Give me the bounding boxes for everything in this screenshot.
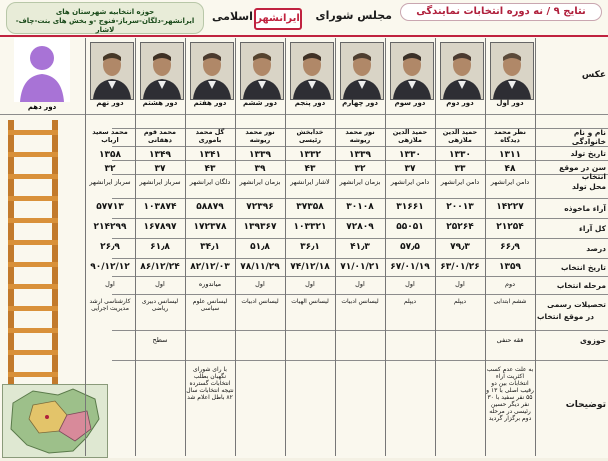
candidate-photo — [440, 42, 484, 100]
candidate-notes — [86, 366, 134, 436]
grid-line — [112, 146, 608, 147]
candidate-notes — [436, 366, 484, 436]
candidate-age: ۳۷ — [404, 164, 416, 174]
candidate-photo — [90, 42, 134, 100]
candidate-name: محمد قوم دهقانی — [143, 128, 177, 144]
row-label-age: سن در موقع انتخاب — [559, 163, 606, 181]
candidate-total: ۱۶۷۸۹۷ — [143, 222, 177, 232]
candidate-stage: اول — [305, 280, 315, 288]
candidate-seminary — [286, 336, 334, 352]
grid-line — [112, 174, 608, 175]
candidate-age: ۳۲ — [104, 164, 116, 174]
candidate-birth: ۱۳۱۱ — [499, 150, 521, 160]
candidate-seminary — [186, 336, 234, 352]
candidate-date: ۷۸/۱۱/۲۹ — [240, 262, 280, 272]
candidate-seminary — [336, 336, 384, 352]
candidate-photo — [240, 42, 284, 100]
candidate-notes: با رای شورای نگهبان بطلب انتخابات گسترده نتیجه انتخابات سال ۸۲ باطل اعلام شد — [186, 366, 234, 401]
candidate-edu: لیسانس علوم سیاسی — [192, 298, 228, 312]
constituency-line-1: حوزه انتخابیه شهرستان های — [55, 8, 155, 16]
candidate-stage: اول — [155, 280, 165, 288]
row-label-stage: مرحله انتخاب — [556, 281, 606, 290]
candidate-votes: ۱۰۳۸۷۴ — [143, 202, 177, 212]
candidate-birthplace: لاشار ایرانشهر — [290, 178, 330, 186]
candidate-edu: لیسانس دبیری ریاضی — [141, 298, 179, 312]
candidate-notes — [336, 366, 384, 436]
candidate-birth: ۱۳۳۹ — [349, 150, 371, 160]
majles-text: مجلس شورای — [315, 9, 392, 22]
period-label: دور هشتم — [142, 99, 178, 107]
candidate-birth: ۱۳۴۱ — [199, 150, 221, 160]
candidate-birthplace: دامن ایرانشهر — [440, 178, 480, 186]
candidate-notes — [236, 366, 284, 436]
grid-line — [112, 258, 608, 259]
candidate-name: نور محمد ریوشه — [345, 128, 375, 144]
candidate-birth: ۱۳۳۲ — [299, 150, 321, 160]
candidate-seminary — [86, 336, 134, 352]
candidate-votes: ۲۰۰۱۳ — [446, 202, 474, 212]
candidate-name: نور محمد ریوشه — [245, 128, 275, 144]
row-label-photo: عکس — [581, 70, 606, 80]
candidate-notes: به علت عدم کسب اکثریت آراء انتخابات بین دو رقیب اصلی با ۱۳ و ۵۵ نفر سفید با ۳۰ نفر دیگر حسین رئیسی در مرحله دوم برگزار گردید — [486, 366, 534, 422]
candidate-age: ۳۷ — [154, 164, 166, 174]
candidate-votes: ۵۷۷۱۳ — [96, 202, 124, 212]
candidate-birth: ۱۳۳۹ — [249, 150, 271, 160]
header — [0, 0, 608, 36]
candidate-date: ۶۷/۰۱/۱۹ — [390, 262, 430, 272]
candidate-edu: کارشناسی ارشد مدیریت اجرایی — [89, 298, 131, 312]
candidate-votes: ۳۱۶۶۱ — [396, 202, 424, 212]
candidate-total: ۵۵۰۵۱ — [396, 222, 424, 232]
row-label-birth: تاریخ تولد — [570, 149, 606, 158]
constituency-box — [6, 2, 204, 34]
grid-line — [112, 276, 608, 277]
candidate-percent: ۲۶٫۹ — [100, 242, 120, 252]
candidate-edu: دیپلم — [453, 298, 467, 305]
constituency-line-2: ایرانشهر-دلگان-سرباز-فنوج -و بخش های بنت-چاف-لاشار — [15, 17, 195, 34]
candidate-stage: اول — [105, 280, 115, 288]
candidate-total: ۱۳۹۳۶۷ — [243, 222, 277, 232]
header-divider — [0, 35, 608, 37]
period-label: دور ششم — [243, 99, 277, 107]
candidate-age: ۴۸ — [504, 164, 516, 174]
grid-line — [112, 330, 608, 331]
candidate-birthplace: بزمان ایرانشهر — [239, 178, 281, 186]
candidate-votes: ۳۷۳۵۸ — [296, 202, 324, 212]
empty-candidate-silhouette — [14, 38, 70, 102]
candidate-notes — [386, 366, 434, 436]
candidate-birthplace: بزمان ایرانشهر — [339, 178, 381, 186]
candidate-notes — [136, 366, 184, 436]
candidate-percent: ۶۶٫۹ — [500, 242, 520, 252]
candidate-age: ۳۲ — [354, 164, 366, 174]
candidate-date: ۸۲/۱۲/۰۳ — [190, 262, 230, 272]
candidate-notes — [286, 366, 334, 436]
candidate-seminary: فقه حنفی — [496, 336, 524, 344]
candidate-date: ۶۳/۰۱/۲۶ — [440, 262, 480, 272]
period-label: دور پنجم — [294, 99, 326, 107]
candidate-percent: ۵۱٫۸ — [250, 242, 270, 252]
candidate-name: حمید الدین ملازهی — [392, 128, 428, 144]
row-label-percent: درصد — [586, 244, 606, 253]
grid-line — [112, 198, 608, 199]
candidate-name: خدابخش رئیسی — [296, 128, 324, 144]
candidate-name: نظر محمد دیدگاه — [494, 128, 526, 144]
period-label: دور اول — [496, 99, 524, 107]
row-label-birthplace: محل تولد — [571, 182, 606, 191]
candidate-age: ۴۳ — [204, 164, 216, 174]
candidate-date: ۷۴/۱۲/۱۸ — [290, 262, 330, 272]
period-label: دور هفتم — [193, 99, 227, 107]
row-label-votes: آراء ماخوذه — [564, 204, 606, 213]
candidate-photo — [340, 42, 384, 100]
candidate-birth: ۱۳۵۸ — [99, 150, 121, 160]
candidate-photo — [140, 42, 184, 100]
candidate-photo — [390, 42, 434, 100]
candidate-percent: ۴۱٫۳ — [350, 242, 370, 252]
period-label: دور نهم — [96, 99, 124, 107]
candidate-birth: ۱۳۳۰ — [399, 150, 421, 160]
candidate-photo — [190, 42, 234, 100]
candidate-birth: ۱۳۴۹ — [149, 150, 171, 160]
candidate-age: ۳۳ — [454, 164, 466, 174]
candidate-birthplace: دامن ایرانشهر — [390, 178, 430, 186]
row-label-edu-seminary: حوزوی — [580, 336, 606, 345]
row-label-edu-time: در موقع انتخاب — [537, 312, 594, 321]
candidate-birthplace: سرباز ایرانشهر — [89, 178, 131, 186]
candidate-name: گل محمد باموری — [195, 128, 225, 144]
grid-line — [0, 114, 608, 115]
candidate-edu: لیسانس ادبیات — [341, 298, 379, 305]
row-label-notes: توضیحات — [565, 400, 606, 410]
candidate-birthplace: دلگان ایرانشهر — [189, 178, 231, 186]
candidate-votes: ۱۴۲۲۷ — [496, 202, 524, 212]
candidate-photo — [490, 42, 534, 100]
candidate-edu: لیسانس الهیات — [291, 298, 329, 305]
period-label: دور دوم — [446, 99, 474, 107]
candidate-percent: ۷۹٫۳ — [450, 242, 470, 252]
grid-line — [112, 160, 608, 161]
candidate-votes: ۵۸۸۷۹ — [196, 202, 224, 212]
row-label-date: تاریخ انتخاب — [561, 263, 606, 272]
grid-line — [112, 294, 608, 295]
grid-line — [112, 238, 608, 239]
row-label-total: کل آراء — [579, 224, 606, 233]
candidate-edu: لیسانس ادبیات — [241, 298, 279, 305]
grid-line — [112, 218, 608, 219]
candidate-seminary: سطح — [152, 336, 168, 344]
candidate-photo — [290, 42, 334, 100]
column-divider — [535, 38, 536, 456]
candidate-votes: ۳۰۱۰۸ — [346, 202, 374, 212]
candidate-votes: ۷۲۳۹۶ — [246, 202, 274, 212]
candidate-name: محمد سعید ارباب — [92, 128, 128, 144]
candidate-birth: ۱۳۳۰ — [449, 150, 471, 160]
candidate-seminary — [236, 336, 284, 352]
period-label: دور سوم — [394, 99, 426, 107]
candidate-date: ۷۱/۰۱/۲۱ — [340, 262, 380, 272]
candidate-edu: ششم ابتدایی — [493, 298, 527, 305]
candidate-total: ۱۰۳۳۲۱ — [293, 222, 327, 232]
candidate-date: ۹۰/۱۲/۱۲ — [90, 262, 130, 272]
candidate-age: ۴۳ — [304, 164, 316, 174]
candidate-stage: اول — [455, 280, 465, 288]
candidate-total: ۲۵۲۶۴ — [446, 222, 474, 232]
candidate-percent: ۳۴٫۱ — [200, 242, 220, 252]
period-label: دور چهارم — [342, 99, 378, 107]
candidate-stage: اول — [355, 280, 365, 288]
candidate-percent: ۵۷٫۵ — [400, 242, 420, 252]
candidate-stage: اول — [405, 280, 415, 288]
period-label-10: دور دهم — [27, 103, 57, 111]
grid-line — [112, 360, 608, 361]
candidate-total: ۲۱۲۵۴ — [496, 222, 524, 232]
ladder-illustration — [6, 120, 62, 400]
row-label-name: نام و نام خانوادگی — [571, 128, 606, 146]
candidate-percent: ۶۱٫۸ — [150, 242, 170, 252]
candidate-total: ۱۷۲۳۷۸ — [193, 222, 227, 232]
candidate-total: ۲۱۴۲۹۹ — [93, 222, 127, 232]
candidate-seminary — [386, 336, 434, 352]
candidate-stage: دوم — [504, 280, 516, 288]
candidate-seminary — [436, 336, 484, 352]
candidate-date: ۱۳۵۹ — [499, 262, 521, 272]
main-title: نتایج ۹ / نه دوره انتخابات نمایندگی — [400, 3, 602, 21]
candidate-stage: میاندوره — [198, 280, 222, 288]
islami-text: اسلامی — [212, 10, 253, 23]
candidate-stage: اول — [255, 280, 265, 288]
candidate-edu: دیپلم — [403, 298, 417, 305]
parliament-title — [206, 6, 392, 32]
row-label-edu-formal: تحصیلات رسمی — [547, 300, 606, 309]
candidate-birthplace: سرباز ایرانشهر — [139, 178, 181, 186]
candidate-birthplace: دامن ایرانشهر — [490, 178, 530, 186]
candidate-percent: ۳۶٫۱ — [300, 242, 320, 252]
candidate-date: ۸۶/۱۲/۲۴ — [140, 262, 180, 272]
candidate-total: ۷۲۸۰۹ — [346, 222, 374, 232]
candidate-name: حمید الدین ملازهی — [442, 128, 478, 144]
candidate-age: ۳۹ — [254, 164, 266, 174]
logo: ایرانشهر — [254, 8, 302, 30]
